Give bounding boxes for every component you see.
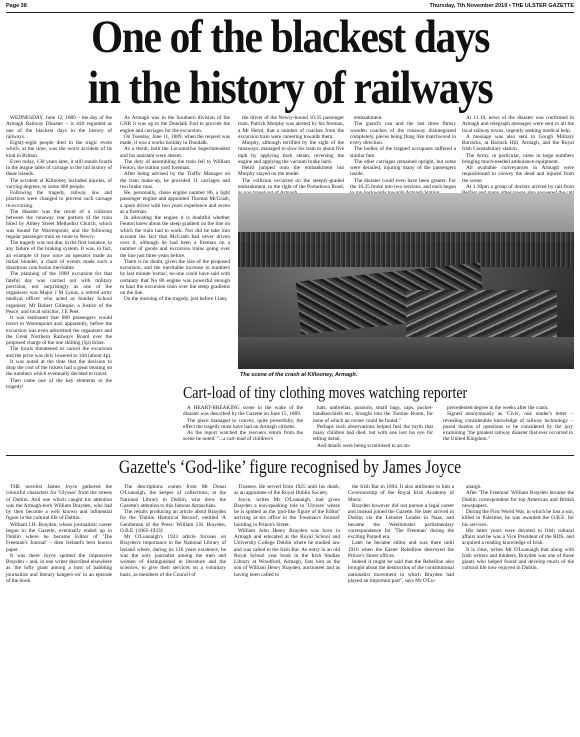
photo-ground bbox=[238, 337, 574, 369]
paragraph: And details were being scrutinised to an un- bbox=[317, 442, 411, 449]
paragraph: Then came one of the key elements to the tragedy! bbox=[6, 377, 112, 390]
paragraph: precedented degree in the weeks after the crash. bbox=[447, 405, 549, 411]
story2-column-1 bbox=[183, 405, 303, 453]
paragraph: As Armagh was in the Southern division of the GNR it was up to the Dundalk End to provide the engine and carriages for the excursion. bbox=[120, 115, 230, 134]
issue-date-line: Thursday, 7th November 2019 • THE ULSTER GAZETTE bbox=[429, 3, 574, 9]
paragraph: As the report watched the rescuers return from the scene he noted: "...a cart-load of children's bbox=[183, 430, 303, 443]
paragraph: Trustees. He served from 1925 until his death, as an appointee of the Royal Dublin Society. bbox=[234, 484, 340, 497]
paragraph: The other carriages remained upright, but some were derailed, injuring many of the passengers inside. bbox=[350, 158, 456, 178]
paragraph: The tragedy was not due, in the first instance, to any failure of the braking system. It was, in fact, an example of how once an operator made an initial blunder, a chain of events made such a disastrous conclusion inevitable. bbox=[6, 240, 112, 271]
photo-caption: The scene of the crash at Killooney, Armagh. bbox=[240, 372, 358, 378]
paragraph: At 11.10, news of the disaster was confirmed in Armagh and telegraph messages were sent to all the local railway towns, urgently seeking medical help. bbox=[462, 115, 574, 134]
paragraph: The accident at Killooney included injuries, of varying degrees, to some 400 people. bbox=[6, 177, 112, 190]
story3-body bbox=[6, 484, 574, 734]
story2-headline: Cart-load of tiny clothing moves watching reporter bbox=[183, 383, 468, 402]
paragraph: Following the tragedy, railway law and practices were changed to prevent such carnage re-occurring. bbox=[6, 190, 112, 209]
paragraph: Indeed it might be said that the Rebellion also brought about the destruction of the constitutional nationalist movement in which Brayden had played an important part", says Mr O'Lu- bbox=[348, 559, 454, 584]
paragraph: It is clear, writes Mr O'Luanaigh that along with Irish writers and thinkers, Brayden was one of those giants who helped found and develop much of the cultural life now enjoyed in Dublin. bbox=[462, 546, 574, 572]
main-headline-line1: One of the blackest days bbox=[90, 11, 490, 63]
story3-column-3 bbox=[234, 484, 340, 734]
paragraph: William J.H. Brayden, whose journalistic career began in the Gazette, eventually ended up in Dublin where he became Editor of 'The Freeman's Journal' – then Ireland's best known paper. bbox=[6, 521, 112, 553]
paragraph: In allocating the engine it is doubtful whether Fenton knew about the steep gradient on the line on which the train had to work. Nor did he take into account the fact that McGrath had never driven over it, although he had been a fireman on a number of goods and excursion trains going over the line just three years before. bbox=[120, 215, 230, 259]
paragraph: Perhaps such observations helped fuel the myth that many children had died, but with one lost his eye for telling detail. bbox=[313, 423, 433, 443]
main-story-body bbox=[6, 115, 574, 390]
paragraph: Signed anonymously as 'Civis', one reader's letter – revealing considerable knowledge of railway technology – posed dozens of questions to be considered by the jury examining "the greatest railway disaster that ever occurred in the United Kingdom." bbox=[443, 411, 573, 443]
paragraph: Brayden however did not pursue a legal career and instead joined the Gazette. He later arrived in Dublin via the Leinster Leader in Naas, and became the Westminster parliamentary correspondence for 'The Freeman' during the exciting Parnell era. bbox=[348, 502, 454, 540]
story3-column-2 bbox=[120, 484, 226, 734]
paragraph: A message was also sent to Gough Military Barracks, at Barrack Hill, Armagh, and the Royal Irish Constabulary station. bbox=[462, 133, 574, 153]
paragraph: Joyce, writes Mr O'Luanaigh, had given Brayden a non-speaking role in 'Ulysses' where he is spotted as the 'god-like figure of the Editor' arriving at his office in the 'Freeman's Journal' building in Prince's Street. bbox=[234, 496, 340, 528]
paragraph: He, personally, chose engine number 86, a light passenger engine and appointed Thomas McGrath, a spare driver with two years experience and seven as a fireman. bbox=[120, 190, 230, 215]
story2-column-2 bbox=[313, 405, 433, 453]
main-story-column-2 bbox=[120, 115, 230, 381]
main-story-column-5 bbox=[462, 115, 574, 205]
paragraph: It was there Joyce spotted the impressive Brayden – and, in one writer described elsewhere as 'the lofty giant among a host of babbling journalists and literary hangers-on' in an episode of the book. bbox=[6, 552, 112, 584]
paragraph: It was estimated that 800 passengers would travel to Warrenpoint and, apparently, before the excursion was even advertised the organisers and the Great Northern Railways Board over the proposed charge of the one shilling (5p) ticket. bbox=[6, 315, 112, 346]
paragraph: The disaster could even have been greater. For the 10.35 broke into two sections, and each began bbox=[350, 177, 456, 190]
paragraph: THE novelist James Joyce gathered the colourful characters for 'Ulysses' from the streets of Dublin. And one which caught his attention was the Armagh-born William Brayden, who had by then become a well known and influential figure in the cultural life of Dublin. bbox=[6, 484, 112, 522]
page-number: Page 38 bbox=[6, 3, 27, 9]
main-headline bbox=[35, 12, 545, 114]
paragraph: Heird jumped onto the embankment but Murphy stayed on the tender. bbox=[238, 165, 344, 178]
paragraph: It was noted at the time that the decision to drop the cost of the tickets had a great bearing on the numbers which eventually decided to travel. bbox=[6, 358, 112, 378]
story3-headline: Gazette's ‘God-like’ figure recognised by James Joyce bbox=[118, 457, 462, 478]
paragraph: the Irish Bar in 1894. It also attributes to him a Governorship of the Royal Irish Academy of Music. bbox=[348, 484, 454, 503]
paragraph: The guard's van and the last three flimsy wooden coaches of the runaway disintegrated completely, pieces being flung like matchwood in every direction. bbox=[350, 121, 456, 146]
paragraph: The locals threatened to cancel the excursion and the price was duly lowered to 10d (about 4p). bbox=[6, 346, 112, 359]
paragraph: The descriptions comes from Mr Donal O'Luanaigh, the keeper of collections, at the National Library in Dublin, who drew the Gazette's attention to this famous Armachian. bbox=[120, 484, 226, 509]
photo-crowd bbox=[238, 232, 574, 267]
story2-column-3 bbox=[443, 405, 573, 453]
paragraph: His latter years were devoted to Irish cultural affairs and he was a Vice President of the RDS, and acquired a reading knowledge of Irish. bbox=[462, 527, 574, 547]
story3-column-5 bbox=[462, 484, 574, 734]
paragraph: WEDNESDAY, June 12, 1889 – the day of the Armagh Railway Disaster – is still regarded as one of the blackest days in the history of railways. bbox=[6, 115, 112, 140]
paragraph: William John Henry Brayden was born in Armagh and educated at the Royal School and University College Dublin where he studied law and was called to the Irish Bar. An entry in an old Royal School year book in the Irish Studies Library at Woodford, Armagh, lists him as the son of William Henry Brayden, auctioneer and as having been called to bbox=[234, 527, 340, 578]
paragraph: On Tuesday, June 11, 1889, when the request was made, it was a works holiday in Dundalk. bbox=[120, 133, 230, 146]
story3-column-1 bbox=[6, 484, 112, 734]
paragraph: At 1.30pm a group of doctors arrived by rail from bbox=[466, 183, 574, 190]
paragraph: On the morning of the tragedy, just before 11am, bbox=[124, 296, 228, 303]
paragraph: hats, umbrellas, parasols, small bags, caps, pocket-handkerchiefs etc., brought into the Tontine Room, for none of which an owner could be found." bbox=[313, 405, 433, 424]
paragraph: After being advised by the Traffic Manager on the train make-up, he provided 11 carriages and two brake vans. bbox=[120, 171, 230, 190]
paragraph: The Army, in particular, came in large numbers bringing much-needed ambulance equipment. bbox=[462, 152, 574, 165]
main-story-column-3 bbox=[238, 115, 344, 189]
story3-column-4 bbox=[348, 484, 454, 734]
story2-body bbox=[183, 405, 575, 453]
paragraph: The results producing an article about Brayden for the 'Dublin Historical Record', entitled 'A Gentleman of the Press: William J.H. Brayden, O.B.E. (1865-1933)'. bbox=[120, 509, 226, 534]
paragraph: There is no doubt, given the size of the proposed excursion, and the inevitable increase in numbers by last minute 'extras', no-one could have said with certainty that No 86 engine was powerful enough to haul the excursion train over the steep gradients on the line. bbox=[120, 258, 230, 296]
paragraph: The piece managed to convey, quite powerfully, the effect the tragedy must have had on Armagh citizens. bbox=[183, 417, 303, 430]
paragraph: Even today, 130 years later, it still stands fourth in the league table of carnage in the rail history of these islands. bbox=[6, 158, 112, 178]
paragraph: After 'The Freeman' William Brayden became the Dublin correspondent for top American and British newspapers. bbox=[462, 490, 574, 509]
paragraph: The planning of the 1889 excursion for that fateful day was carried out with military precision, not surprisingly as one of the organisers was Major J M Lynas, a retired army medical officer who acted as Sunday School organiser, Mr Robert Gillespie, a Justice of the Peace, and local solicitor, J E Peel. bbox=[6, 271, 112, 315]
paragraph: All available conveyances in Armagh were requisitioned to convey the dead and injured from the scene. bbox=[462, 165, 574, 184]
paragraph: The duty of assembling the train fell to William Fenton, the station yard foreman. bbox=[120, 158, 230, 171]
paragraph: The disaster was the result of a collision between the runaway rear portion of the train hired by Abbey Street Methodist Church, which was bound for Warrenpoint, and the following regular passenger train en route to Newry. bbox=[6, 208, 112, 240]
paragraph: Murphy, although terrified by the sight of the runaways, managed to slow his train to about five mph by applying back steam, reversing the engine and applying the vacuum brake hard. bbox=[238, 140, 344, 165]
paragraph: Mr O'Luanaigh's 1933 article focuses on Brayden's importance to the National Library of Ireland where, during its 116 years existence, he was the only journalist among the men and women of distinguished in literature and the sciences, to give their services on a voluntary basis, as members of the Council of bbox=[120, 534, 226, 578]
main-story-column-1 bbox=[6, 115, 112, 390]
main-story-column-4 bbox=[350, 115, 456, 189]
paragraph: Eighty-eight people died in the tragic event which, at the time, was the worst accident of its kind in Britain. bbox=[6, 140, 112, 159]
paragraph: embankment. bbox=[354, 115, 383, 121]
main-headline-line2: in the history of railways bbox=[87, 62, 493, 114]
paragraph: As a result, both the Locomotive Superintendent and his assistant were absent. bbox=[120, 146, 230, 159]
paragraph: The bodies of the trapped occupants suffered a similar fate. bbox=[350, 146, 456, 159]
paragraph: The collision occurred on the steeply-graded embankment, to the right of the Portadown Road, bbox=[238, 177, 344, 190]
paragraph: A HEART-BREAKING scene in the wake of the disaster was described by the Gazette on June 15, 1889. bbox=[183, 405, 303, 418]
paragraph: anaigh. bbox=[466, 484, 482, 490]
crash-scene-photo bbox=[238, 193, 574, 369]
section-rule bbox=[6, 455, 574, 456]
paragraph: Later he became editor and was there until 1916 when the Easter Rebellion destroyed the Prince's Street offices. bbox=[348, 540, 454, 559]
paragraph: the driver of the Newry-bound 10.35 passenger train, Patrick Murphy was alerted by his fireman, a Mr Heird, that a number of coaches from the excursion train were careering towards them. bbox=[238, 115, 344, 140]
paragraph: During the First World War, in which he lost a son, killed in Palestine, he was awarded the O.B.E. for his services. bbox=[462, 509, 574, 528]
